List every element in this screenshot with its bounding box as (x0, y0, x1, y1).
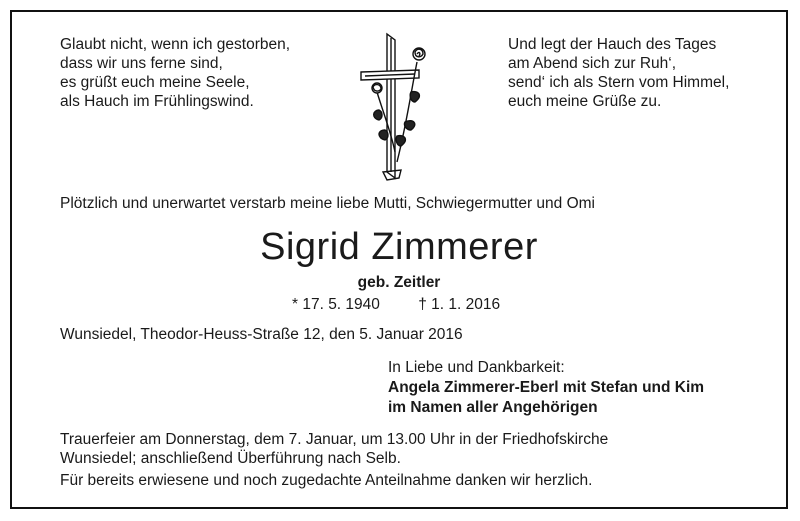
closing-block (388, 358, 704, 418)
poem-line: dass wir uns ferne sind, (60, 55, 223, 72)
place-and-date: Wunsiedel, Theodor-Heuss-Straße 12, den 5. Januar 2016 (60, 326, 463, 343)
obituary-card (10, 10, 788, 509)
service-line: Trauerfeier am Donnerstag, dem 7. Januar, um 13.00 Uhr in der Friedhofskirche (60, 431, 609, 448)
poem-line: es grüßt euch meine Seele, (60, 74, 250, 91)
signer-line: Angela Zimmerer-Eberl mit Stefan und Kim (388, 379, 705, 396)
poem-line: Und legt der Hauch des Tages (508, 36, 717, 53)
thanks-note: Für bereits erwiesene und noch zugedachte Anteilnahme danken wir herzlich. (60, 472, 593, 489)
poem-line: als Hauch im Frühlingswind. (60, 93, 254, 110)
signer-line: im Namen aller Angehörigen (388, 399, 598, 416)
poem-left (60, 35, 290, 111)
birth-date: * 17. 5. 1940 (292, 296, 380, 313)
poem-line: euch meine Grüße zu. (508, 93, 662, 110)
funeral-service-info (60, 430, 608, 468)
death-date: † 1. 1. 2016 (418, 296, 501, 313)
cross-with-roses-icon (357, 32, 437, 182)
birth-name: geb. Zeitler (357, 274, 441, 291)
poem-line: am Abend sich zur Ruh‘, (508, 55, 677, 72)
poem-right (508, 35, 729, 111)
life-dates (292, 296, 500, 314)
service-line: Wunsiedel; anschließend Überführung nach Selb. (60, 450, 401, 467)
poem-line: send‘ ich als Stern vom Himmel, (508, 74, 730, 91)
poem-line: Glaubt nicht, wenn ich gestorben, (60, 36, 291, 53)
announcement-intro: Plötzlich und unerwartet verstarb meine liebe Mutti, Schwiegermutter und Omi (60, 195, 595, 212)
deceased-name: Sigrid Zimmerer (260, 226, 538, 268)
closing-phrase: In Liebe und Dankbarkeit: (388, 359, 565, 376)
